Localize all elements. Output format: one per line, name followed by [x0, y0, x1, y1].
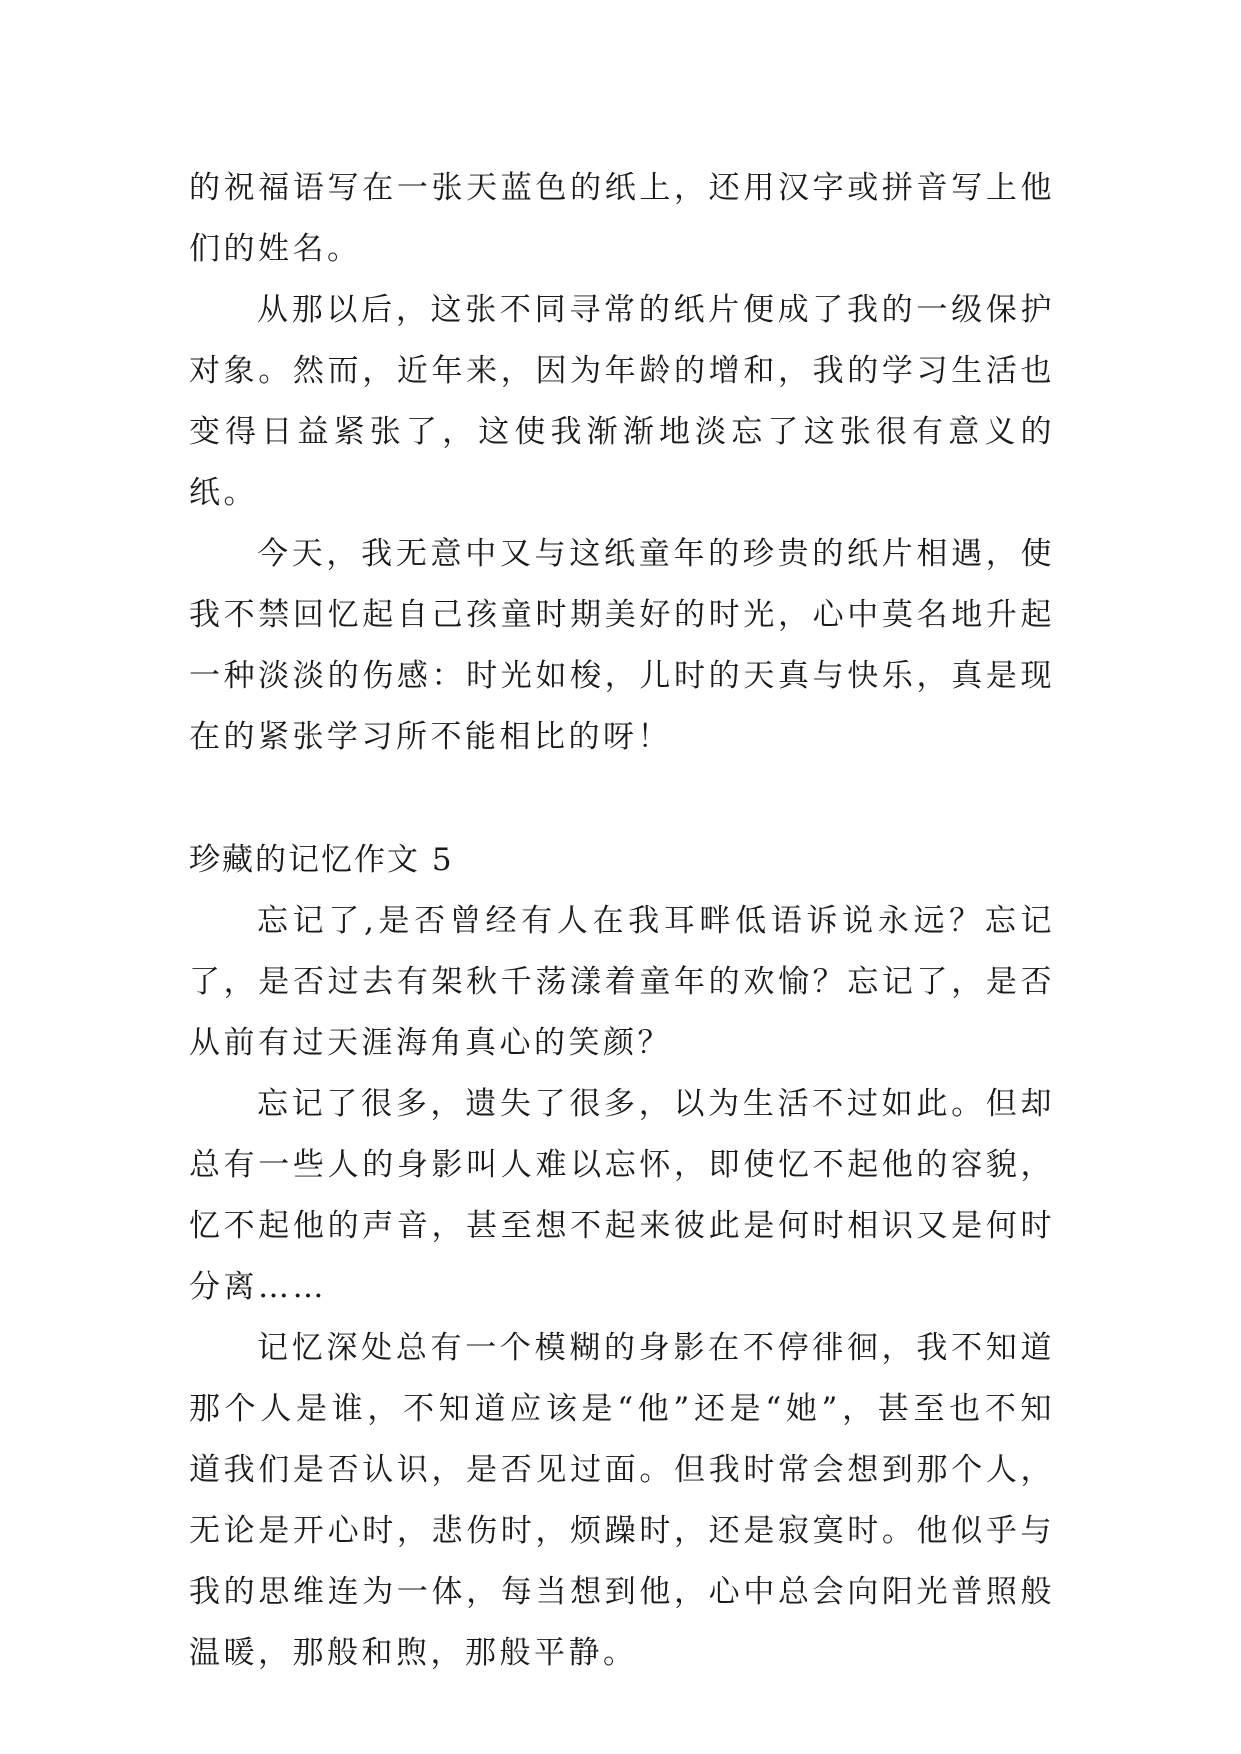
paragraph: 记忆深处总有一个模糊的身影在不停徘徊，我不知道那个人是谁，不知道应该是“他”还是“她”，甚至也不知道我们是否认识，是否见过面。但我时常会想到那个人，无论是开心时，悲伤时，烦躁时，还是寂寞时。他似乎与我的思维连为一体，每当想到他，心中总会向阳光普照般温暖，那般和煦，那般平静。 — [189, 1330, 1055, 1671]
paragraph: 忘记了,是否曾经有人在我耳畔低语诉说永远？忘记了，是否过去有架秋千荡漾着童年的欢愉？忘记了，是否从前有过天涯海角真心的笑颜？ — [189, 903, 1055, 1061]
paragraph-continued: 的祝福语写在一张天蓝色的纸上，还用汉字或拼音写上他们的姓名。 — [189, 170, 1055, 267]
document-body — [189, 158, 1055, 1684]
paragraph: 今天，我无意中又与这纸童年的珍贵的纸片相遇，使我不禁回忆起自己孩童时期美好的时光，心中莫名地升起一种淡淡的伤感：时光如梭，儿时的天真与快乐，真是现在的紧张学习所不能相比的呀！ — [189, 536, 1055, 755]
paragraph: 忘记了很多，遗失了很多，以为生活不过如此。但却总有一些人的身影叫人难以忘怀，即使忆不起他的容貌，忆不起他的声音，甚至想不起来彼此是何时相识又是何时分离…… — [189, 1086, 1055, 1305]
paragraph: 从那以后，这张不同寻常的纸片便成了我的一级保护对象。然而，近年来，因为年龄的增和，我的学习生活也变得日益紧张了，这使我渐渐地淡忘了这张很有意义的纸。 — [189, 292, 1055, 511]
section-title: 珍藏的记忆作文 5 — [189, 842, 454, 878]
